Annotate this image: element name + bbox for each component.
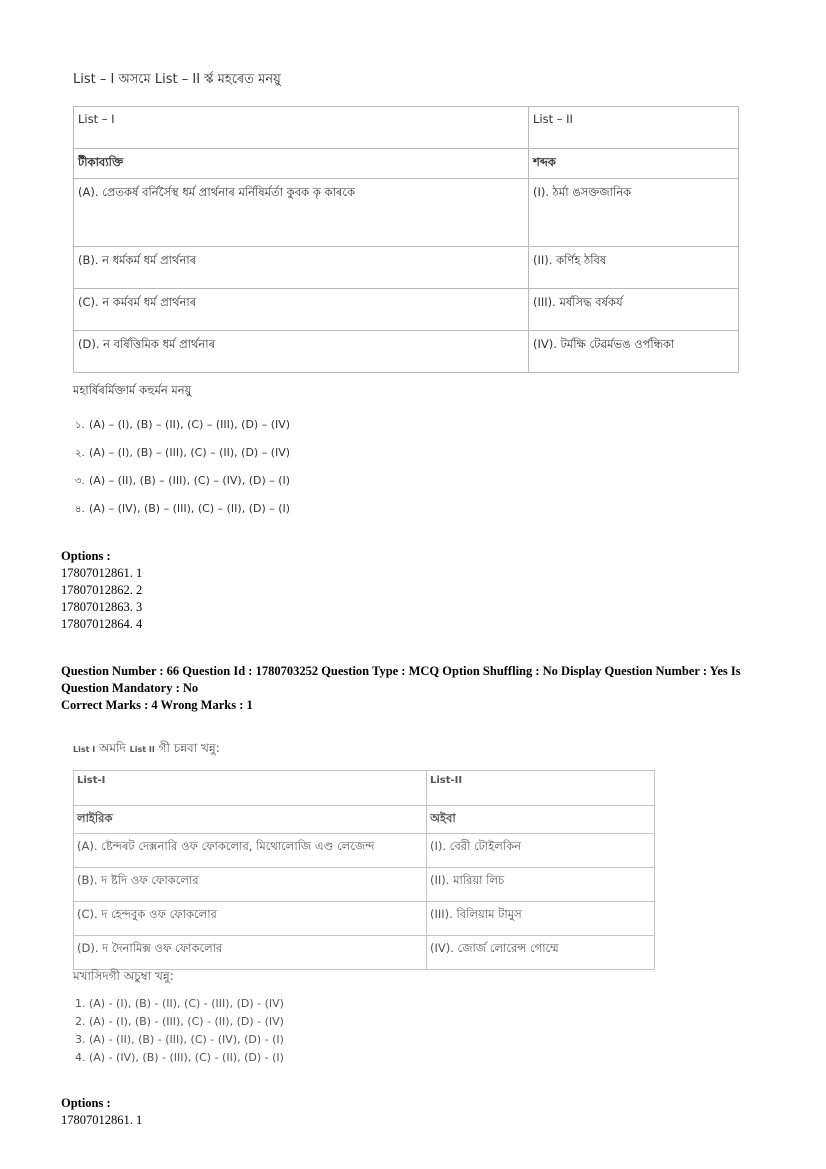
list-item: 2. (A) - (I), (B) - (III), (C) - (II), (D) - (IV): [75, 1015, 284, 1028]
list-2-header: List-II: [427, 771, 655, 806]
list-item: ৩. (A) – (II), (B) – (III), (C) – (IV), (D) – (I): [75, 474, 291, 487]
options-block-1: [61, 548, 142, 633]
list-1-item: (C). ন কৰ্মবৰ্ম ধৰ্ম প্ৰাৰ্থনাৰ: [74, 289, 529, 331]
question-2-options: [75, 997, 284, 1069]
options-label: Options :: [61, 549, 111, 563]
option-id-item: 17807012861. 1: [61, 1113, 143, 1127]
list-1-item: (B). ন ধৰ্মকৰ্ম ধৰ্ম প্ৰাৰ্থনাৰ: [74, 247, 529, 289]
list-item: 4. (A) - (IV), (B) - (III), (C) - (II), (D) - (I): [75, 1051, 284, 1064]
table-row: [74, 868, 655, 902]
options-label: Options :: [61, 1096, 111, 1110]
question-meta-line: Question Mandatory : No: [61, 681, 199, 695]
table-row: [74, 936, 655, 970]
list-2-item: (III). বিলিয়াম টামুস: [427, 902, 655, 936]
list-2-item: (I). বেরী টোইলকিন: [427, 834, 655, 868]
list-2-item: (II). কৰ্ণিহ ঠবিষ: [529, 247, 739, 289]
list-1-subheader: টীকাব্যক্তি: [74, 149, 529, 179]
list-1-subheader: লাইরিক: [74, 806, 427, 834]
option-id-item: 17807012864. 4: [61, 617, 143, 631]
list-1-item: (A). ষ্টেন্দৰট দেক্সনারি ওফ ফোকলোর, মিথোলোজি এণ্ড লেজেন্দ: [74, 834, 427, 868]
option-id-item: 17807012861. 1: [61, 566, 143, 580]
question-1-match-table: [73, 106, 739, 373]
list-1-item: (D). ন বৰ্ষিত্তিমিক ধৰ্ম প্ৰাৰ্থনাৰ: [74, 331, 529, 373]
question-meta-line: Question Number : 66 Question Id : 1780703252 Question Type : MCQ Option Shuffling : No Display Question Number : Yes Is: [61, 664, 741, 678]
question-2-prompt: মখাসিদগী অচুম্বা খন্নু:: [73, 969, 174, 983]
list-1-item: (D). দ দৈনামিক্স ওফ ফোকলোর: [74, 936, 427, 970]
list-2-item: (I). ঠৰ্মা ঙসক্তজানিক: [529, 179, 739, 247]
table-header-row: [74, 771, 655, 806]
table-subheader-row: [74, 149, 739, 179]
list-1-header: List-I: [74, 771, 427, 806]
list-1-header: List – I: [74, 107, 529, 149]
list-1-item: (C). দ হেন্দবুক ওফ ফোকলোর: [74, 902, 427, 936]
options-block-2: [61, 1095, 142, 1129]
list-2-item: (III). মৰ্ষসিদ্ধ বৰ্ষকৰ্য: [529, 289, 739, 331]
table-row: [74, 179, 739, 247]
list-item: 3. (A) - (II), (B) - (III), (C) - (IV), (D) - (I): [75, 1033, 284, 1046]
list-2-subheader: অইবা: [427, 806, 655, 834]
option-id-item: 17807012863. 3: [61, 600, 143, 614]
table-header-row: [74, 107, 739, 149]
option-id-item: 17807012862. 2: [61, 583, 143, 597]
list-2-header: List – II: [529, 107, 739, 149]
list-1-item: (B). দ ষ্টদি ওফ ফোকলোর: [74, 868, 427, 902]
table-row: [74, 902, 655, 936]
question-1-prompt: মহাৰ্ষিৰৰ্মিক্তাৰ্ম কহুৰ্মন মনয়ু: [73, 383, 192, 397]
list-item: ৪. (A) – (IV), (B) – (III), (C) – (II), (D) – (I): [75, 502, 291, 515]
question-1-title: List – I অসমে List – II ৰ্স্ক মহৰেত মনয়ু: [73, 72, 281, 87]
table-row: [74, 247, 739, 289]
list-2-item: (IV). জোর্জ লোরেন্স গোম্মে: [427, 936, 655, 970]
question-1-options: [75, 418, 290, 530]
table-row: [74, 834, 655, 868]
list-1-item: (A). প্ৰেতকৰ্ষ বৰ্নিৰ্সৈস্থ ধৰ্ম প্ৰাৰ্থনাৰ মৰ্নিষিৰ্মৰ্তা কুবক কৃ কাৰকে: [74, 179, 529, 247]
list-item: ২. (A) – (I), (B) – (III), (C) – (II), (D) – (IV): [75, 446, 291, 459]
list-2-item: (II). মারিয়া লিচ: [427, 868, 655, 902]
table-row: [74, 289, 739, 331]
list-item: ১. (A) – (I), (B) – (II), (C) – (III), (D) – (IV): [75, 418, 291, 431]
table-subheader-row: [74, 806, 655, 834]
list-2-item: (IV). টৰ্মক্ষি টেৱৰ্মভঙ ওৰ্পন্ধিকা: [529, 331, 739, 373]
question-2-match-table: [73, 770, 655, 970]
table-row: [74, 331, 739, 373]
list-item: 1. (A) - (I), (B) - (II), (C) - (III), (D) - (IV): [75, 997, 284, 1010]
question-2-title: List I অমদি List II গী চন্নবা খন্নু:: [73, 741, 220, 755]
marks-line: Correct Marks : 4 Wrong Marks : 1: [61, 698, 253, 712]
list-2-subheader: শব্দক: [529, 149, 739, 179]
question-66-meta: [61, 663, 761, 714]
